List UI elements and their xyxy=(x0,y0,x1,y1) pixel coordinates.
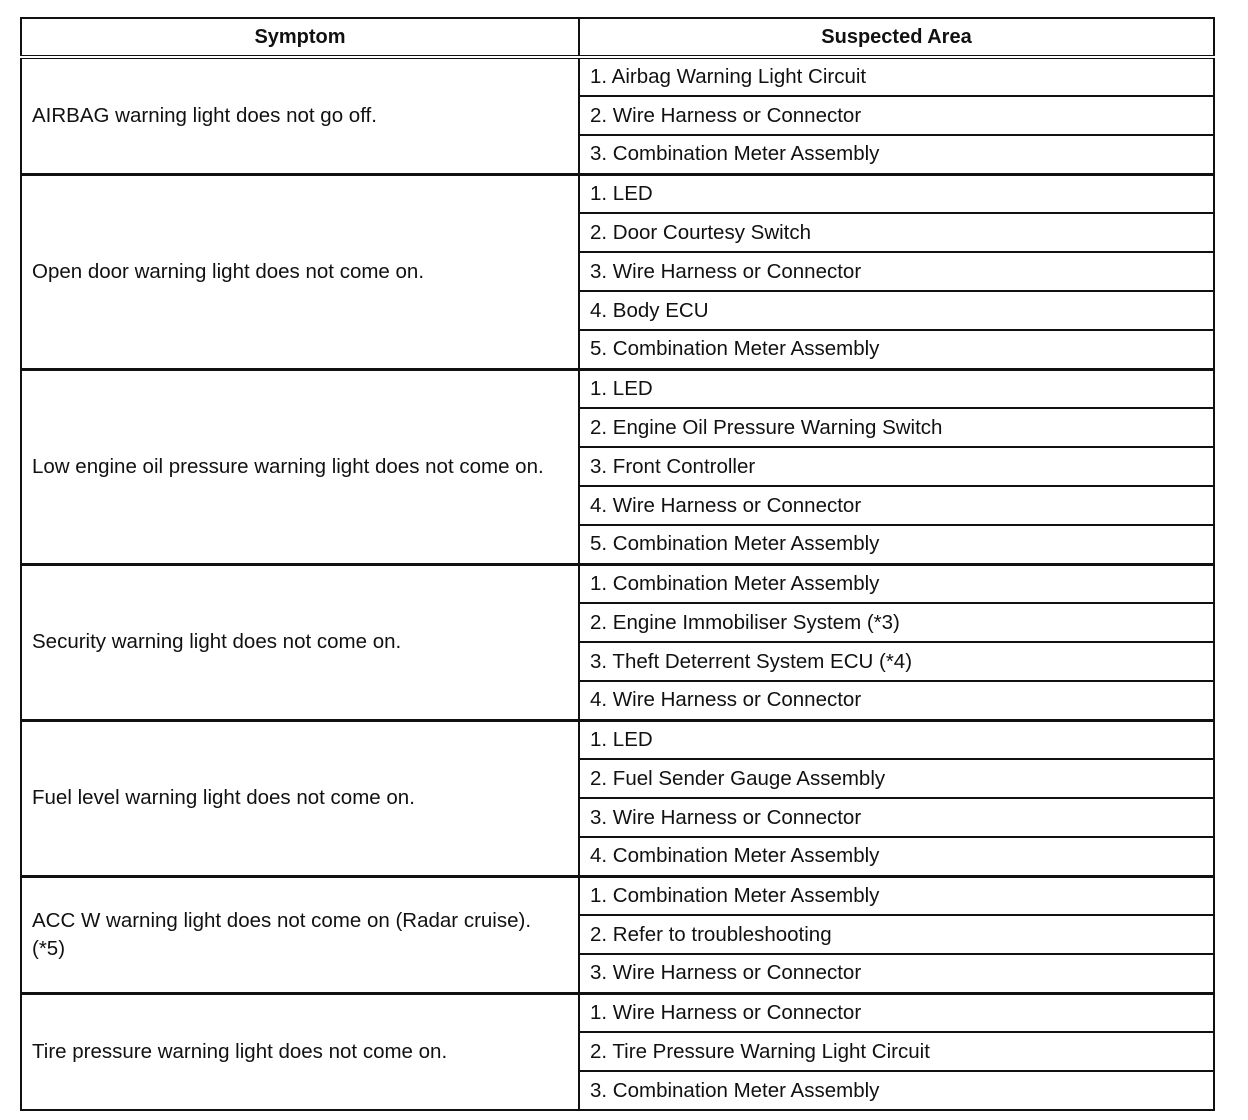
suspected-area-cell: 3. Front Controller xyxy=(579,447,1214,486)
suspected-area-cell: 4. Wire Harness or Connector xyxy=(579,486,1214,525)
suspected-area-cell: 4. Body ECU xyxy=(579,291,1214,330)
suspected-area-cell: 3. Wire Harness or Connector xyxy=(579,798,1214,837)
suspected-area-cell: 2. Refer to troubleshooting xyxy=(579,915,1214,954)
suspected-area-cell: 2. Engine Oil Pressure Warning Switch xyxy=(579,408,1214,447)
suspected-area-cell: 5. Combination Meter Assembly xyxy=(579,525,1214,564)
suspected-area-cell: 2. Door Courtesy Switch xyxy=(579,213,1214,252)
suspected-area-cell: 2. Wire Harness or Connector xyxy=(579,96,1214,135)
header-suspected-area: Suspected Area xyxy=(579,18,1214,57)
suspected-area-cell: 1. Combination Meter Assembly xyxy=(579,564,1214,603)
suspected-area-cell: 2. Fuel Sender Gauge Assembly xyxy=(579,759,1214,798)
symptom-cell: Fuel level warning light does not come on. xyxy=(21,720,579,876)
header-symptom: Symptom xyxy=(21,18,579,57)
troubleshooting-table xyxy=(20,17,1215,1111)
suspected-area-cell: 5. Combination Meter Assembly xyxy=(579,330,1214,369)
suspected-area-cell: 1. Wire Harness or Connector xyxy=(579,993,1214,1032)
symptom-cell: Tire pressure warning light does not come on. xyxy=(21,993,579,1110)
header-row xyxy=(21,18,1214,57)
table-row xyxy=(21,876,1214,915)
suspected-area-cell: 4. Wire Harness or Connector xyxy=(579,681,1214,720)
suspected-area-cell: 4. Combination Meter Assembly xyxy=(579,837,1214,876)
symptom-cell: ACC W warning light does not come on (Radar cruise). (*5) xyxy=(21,876,579,993)
table-row xyxy=(21,993,1214,1032)
suspected-area-cell: 1. Airbag Warning Light Circuit xyxy=(579,57,1214,96)
suspected-area-cell: 3. Wire Harness or Connector xyxy=(579,252,1214,291)
suspected-area-cell: 1. LED xyxy=(579,174,1214,213)
suspected-area-cell: 1. Combination Meter Assembly xyxy=(579,876,1214,915)
suspected-area-cell: 3. Theft Deterrent System ECU (*4) xyxy=(579,642,1214,681)
table-row xyxy=(21,57,1214,96)
symptom-cell: Low engine oil pressure warning light does not come on. xyxy=(21,369,579,564)
table-body xyxy=(21,57,1214,1110)
table-row xyxy=(21,564,1214,603)
symptom-cell: AIRBAG warning light does not go off. xyxy=(21,57,579,174)
suspected-area-cell: 2. Tire Pressure Warning Light Circuit xyxy=(579,1032,1214,1071)
symptom-cell: Open door warning light does not come on. xyxy=(21,174,579,369)
suspected-area-cell: 2. Engine Immobiliser System (*3) xyxy=(579,603,1214,642)
suspected-area-cell: 3. Wire Harness or Connector xyxy=(579,954,1214,993)
suspected-area-cell: 1. LED xyxy=(579,720,1214,759)
table-row xyxy=(21,720,1214,759)
table-row xyxy=(21,369,1214,408)
suspected-area-cell: 3. Combination Meter Assembly xyxy=(579,135,1214,174)
suspected-area-cell: 1. LED xyxy=(579,369,1214,408)
suspected-area-cell: 3. Combination Meter Assembly xyxy=(579,1071,1214,1110)
table-row xyxy=(21,174,1214,213)
symptom-cell: Security warning light does not come on. xyxy=(21,564,579,720)
